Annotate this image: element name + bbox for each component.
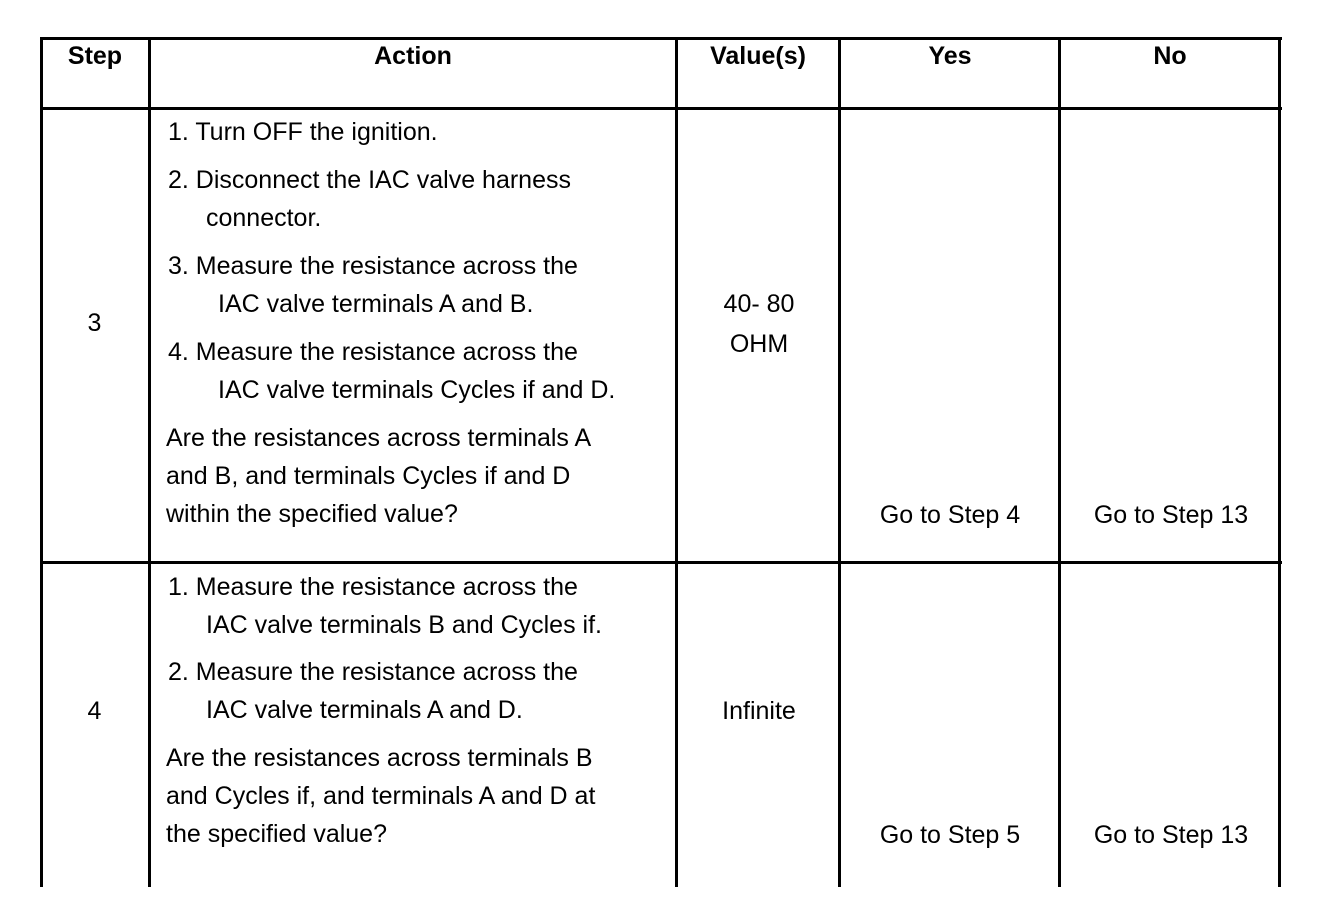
header-yes: Yes: [928, 42, 972, 70]
yes-result: Go to Step 5: [879, 821, 1021, 849]
diagnostic-table: [40, 37, 1282, 887]
action-line: IAC valve terminals A and B.: [218, 290, 534, 318]
action-line: within the specified value?: [166, 500, 458, 528]
action-line: IAC valve terminals A and D.: [206, 696, 523, 724]
no-result: Go to Step 13: [1093, 821, 1249, 849]
action-line: the specified value?: [166, 820, 387, 848]
action-line: 2. Disconnect the IAC valve harness: [168, 166, 571, 194]
row-divider: [40, 561, 1282, 564]
action-line: connector.: [206, 204, 322, 232]
action-line: IAC valve terminals Cycles if and D.: [218, 376, 616, 404]
col-divider-values-yes: [838, 37, 841, 887]
action-line: Are the resistances across terminals A: [166, 424, 592, 452]
step-number: 4: [87, 697, 102, 725]
header-values: Value(s): [710, 42, 806, 70]
table-top-border: [40, 37, 1282, 40]
action-line: Are the resistances across terminals B: [166, 744, 593, 772]
col-divider-yes-no: [1058, 37, 1061, 887]
action-line: 1. Turn OFF the ignition.: [168, 118, 438, 146]
col-divider-step-action: [148, 37, 151, 887]
action-line: 3. Measure the resistance across the: [168, 252, 578, 280]
action-line: 1. Measure the resistance across the: [168, 573, 578, 601]
header-no: No: [1153, 42, 1187, 70]
no-result: Go to Step 13: [1093, 501, 1249, 529]
header-step: Step: [67, 42, 123, 70]
header-bottom-border: [40, 107, 1282, 110]
value-line: OHM: [729, 330, 789, 358]
header-action: Action: [374, 42, 452, 70]
col-divider-action-values: [675, 37, 678, 887]
action-line: 2. Measure the resistance across the: [168, 658, 578, 686]
action-line: and Cycles if, and terminals A and D at: [166, 782, 596, 810]
action-line: IAC valve terminals B and Cycles if.: [206, 611, 602, 639]
value-line: Infinite: [722, 697, 796, 725]
value-line: 40- 80: [723, 290, 795, 318]
yes-result: Go to Step 4: [879, 501, 1021, 529]
action-line: 4. Measure the resistance across the: [168, 338, 578, 366]
action-line: and B, and terminals Cycles if and D: [166, 462, 571, 490]
table-right-border: [1278, 37, 1281, 887]
step-number: 3: [87, 309, 102, 337]
table-left-border: [40, 37, 43, 887]
